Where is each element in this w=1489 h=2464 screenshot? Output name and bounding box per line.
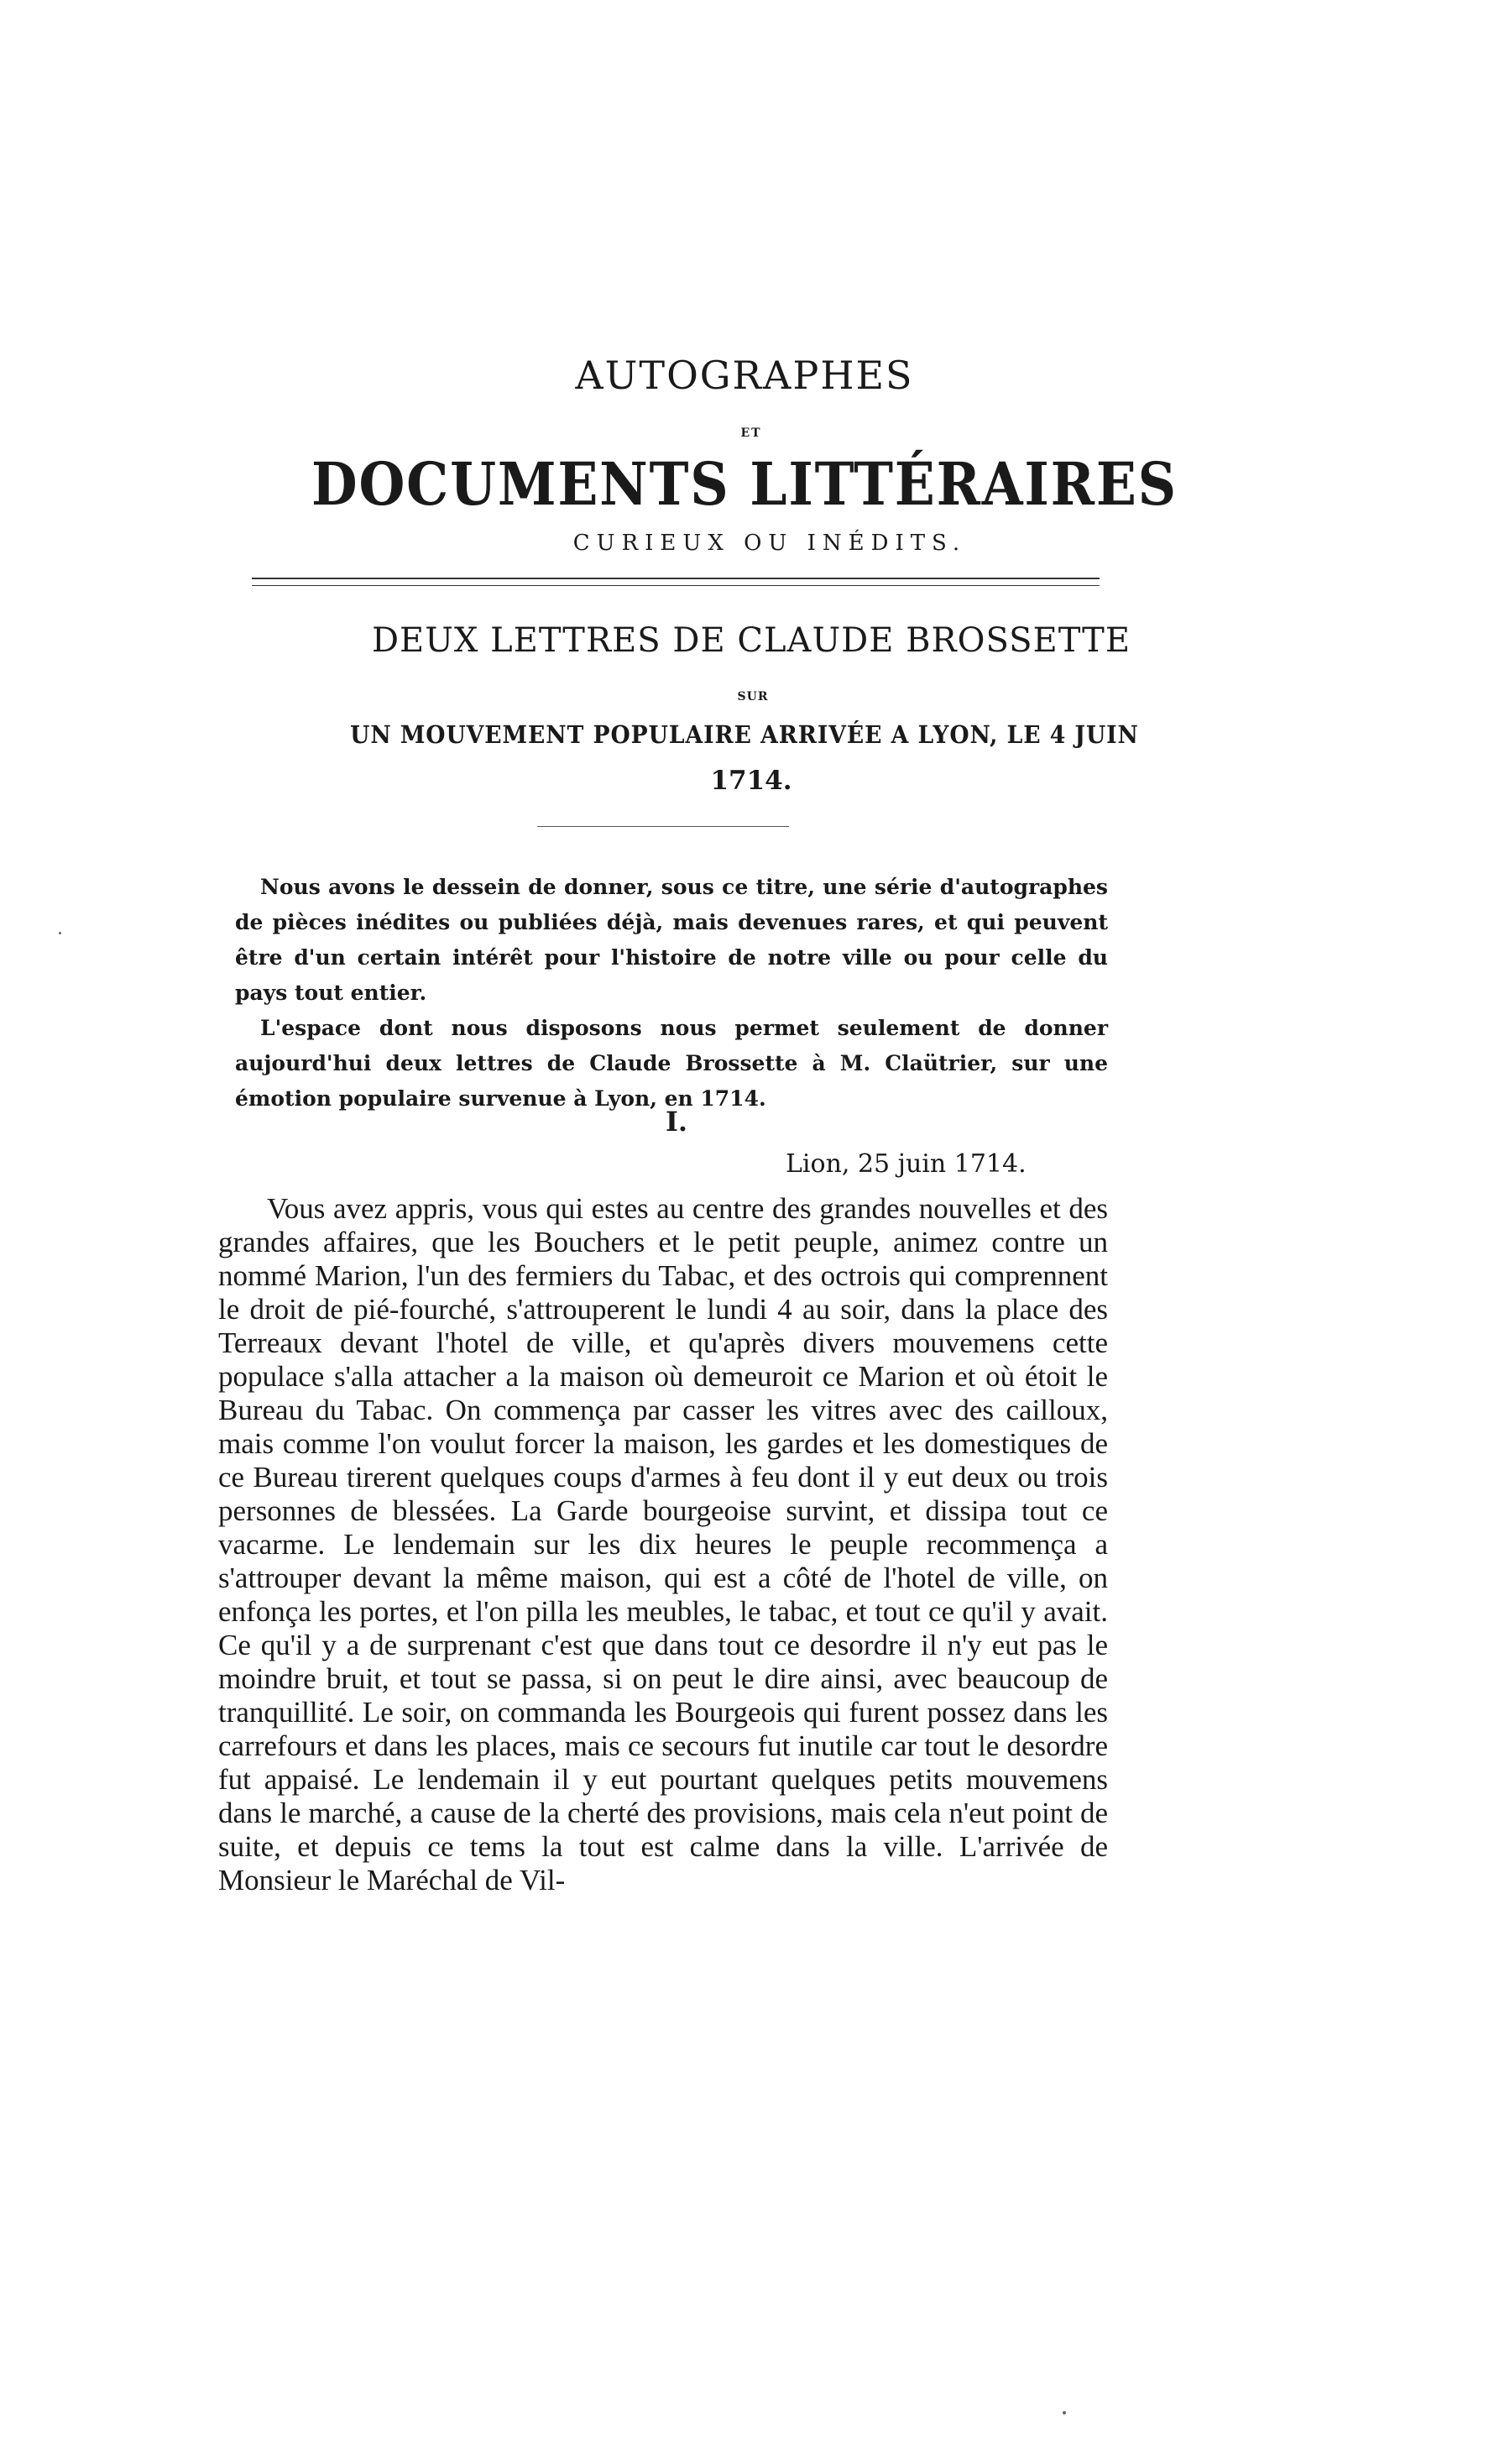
collection-title: AUTOGRAPHES: [575, 353, 914, 398]
collection-main-title: DOCUMENTS LITTÉRAIRES: [311, 449, 1178, 519]
letter-dateline: Lion, 25 juin 1714.: [786, 1149, 1027, 1179]
collection-title-connector: ET: [740, 426, 762, 440]
page-speck: [1063, 2411, 1066, 2414]
section-divider: [537, 826, 789, 827]
double-rule-top: [252, 578, 1100, 579]
article-subtitle: UN MOUVEMENT POPULAIRE ARRIVÉE A LYON, LE 4 JUIN: [350, 720, 1139, 749]
article-subtitle-year: 1714.: [710, 766, 792, 796]
letter-body: [218, 1192, 1108, 1897]
intro-paragraph: Nous avons le dessein de donner, sous ce titre, une série d'autographes de pièces inédites ou publiées déjà, mais devenues rares, et qui peuvent être d'un certain intérêt pour l'histoire de notre ville ou pour celle du pays tout entier.: [235, 875, 1108, 1005]
letter-number: I.: [665, 1106, 688, 1138]
double-rule-bottom: [252, 585, 1100, 586]
editorial-introduction: [235, 870, 1108, 1117]
intro-paragraph: L'espace dont nous disposons nous permet seulement de donner aujourd'hui deux lettres de Claude Brossette à M. Claütrier, sur une émotion populaire survenue à Lyon, en 1714.: [235, 1016, 1108, 1111]
page-speck: [59, 932, 61, 934]
collection-subtitle: CURIEUX OU INÉDITS.: [572, 531, 967, 556]
letter-paragraph: Vous avez appris, vous qui estes au centre des grandes nouvelles et des grandes affaires, que les Bouchers et le petit peuple, animez contre un nommé Marion, l'un des fermiers du Tabac, et des octrois qui comprennent le droit de pié-fourché, s'attrouperent le lundi 4 au soir, dans la place des Terreaux devant l'hotel de ville, et qu'après divers mouvemens cette populace s'alla attacher a la maison où demeuroit ce Marion et où étoit le Bureau du Tabac. On commença par casser les vitres avec des cailloux, mais comme l'on voulut forcer la maison, les gardes et les domestiques de ce Bureau tirerent quelques coups d'armes à feu dont il y eut deux ou trois personnes de blessées. La Garde bourgeoise survint, et dissipa tout ce vacarme. Le lendemain sur les dix heures le peuple recommença a s'attrouper devant la même maison, qui est a côté de l'hotel de ville, on enfonça les portes, et l'on pilla les meubles, le tabac, et tout ce qu'il y avait. Ce qu'il y a de surprenant c'est que dans tout ce desordre il n'y eut pas le moindre bruit, et tout se passa, si on peut le dire ainsi, avec beaucoup de tranquillité. Le soir, on commanda les Bourgeois qui furent possez dans les carrefours et dans les places, mais ce secours fut inutile car tout le desordre fut appaisé. Le lendemain il y eut pourtant quelques petits mouvemens dans le marché, a cause de la cherté des provisions, mais cela n'eut point de suite, et depuis ce tems la tout est calme dans la ville. L'arrivée de Monsieur le Maréchal de Vil-: [218, 1192, 1108, 1896]
article-title: DEUX LETTRES DE CLAUDE BROSSETTE: [371, 621, 1131, 660]
article-title-connector: SUR: [737, 690, 769, 704]
